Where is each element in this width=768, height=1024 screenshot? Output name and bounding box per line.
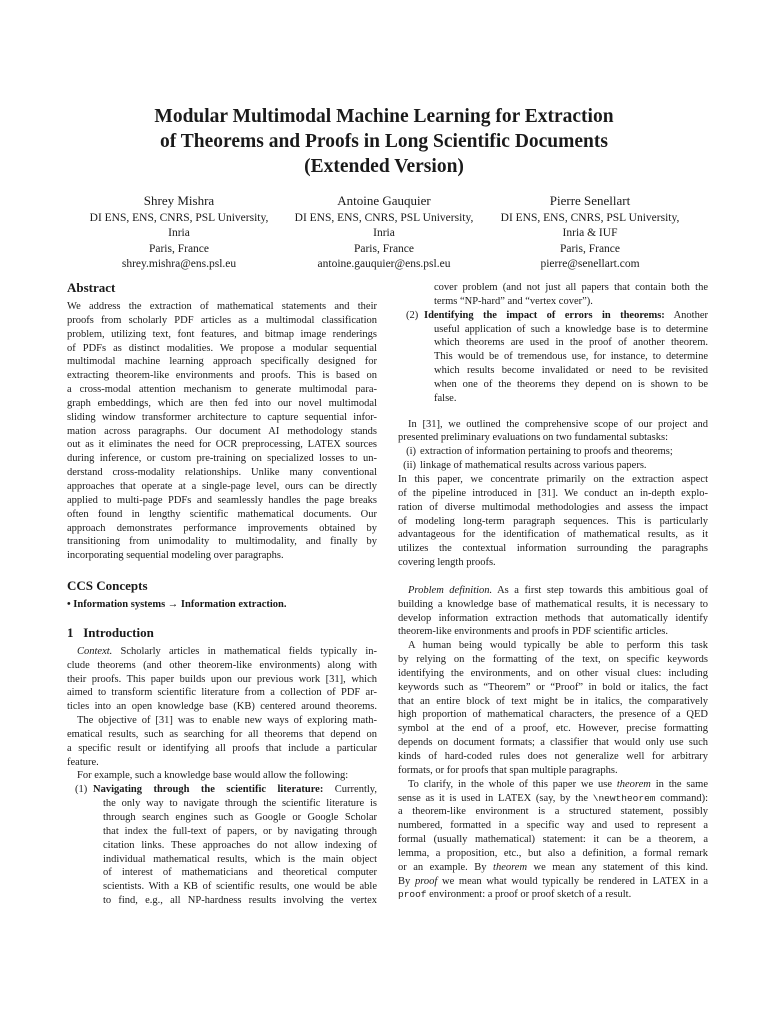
list-line: of interest of mathematicians and theoretical computer	[103, 867, 377, 879]
author-name: Antoine Gauquier	[337, 193, 431, 208]
body-paragraph	[398, 584, 708, 639]
list-line: false.	[434, 392, 457, 404]
body-line: advantageous for the identification of mathematical results, as it	[398, 529, 708, 541]
list-line: which results become invalidated or need to be revisited	[434, 365, 708, 377]
body-line: identifying the environments, and on other visual clues: including	[398, 667, 708, 679]
section-title: Introduction	[83, 624, 154, 640]
intro-paragraph	[67, 645, 377, 714]
context-label: Context.	[77, 645, 113, 657]
list-line: which theorems are used in the proof of another theorem.	[434, 337, 708, 349]
author-affiliation: Inria & IUF	[562, 227, 618, 240]
body-line: symbol at the end of a proof, etc. However, precise formatting	[398, 723, 708, 735]
abstract-line: applied to multi-page PDFs and seamlessly handles the page breaks	[67, 494, 377, 506]
abstract-line: multimodal machine learning approach specifically designed for	[67, 356, 377, 368]
body-line: presented preliminary evaluations on two fundamental subtasks:	[398, 432, 669, 444]
body-line: By proof we mean what would typically be rendered in LATEX in a	[398, 875, 708, 887]
author-block	[280, 192, 488, 272]
roman-label: (i)	[406, 446, 416, 458]
body-line: develop information extraction methods that automatically identify	[398, 612, 708, 624]
roman-item: (ii) linkage of mathematical results across various papers.	[398, 459, 708, 473]
abstract-line: extracting theorem-like environments and proofs. This is based on	[67, 370, 377, 382]
author-block	[486, 192, 694, 272]
intro-line: For example, such a knowledge base would allow the following:	[77, 770, 349, 782]
body-line: or an example. By theorem we mean any statement of this kind.	[398, 861, 709, 873]
list-line: scientists. With a KB of scientific results, one would be able	[103, 881, 377, 893]
roman-item: (i) extraction of information pertaining to proofs and theorems;	[398, 445, 708, 459]
abstract-line: transitioning from unimodality to multimodality, and finally by	[67, 536, 377, 548]
body-line: ration of diverse multimodal methodologies and assess the impact	[398, 501, 708, 513]
intro-line: The objective of [31] was to enable new ways of exploring math-	[77, 715, 377, 727]
body-line: To clarify, in the whole of this paper we use theorem in the same	[408, 778, 708, 790]
abstract-line: during inference, or custom pre-training on specialized losses to un-	[67, 453, 377, 465]
list-line: to find, e.g., all NP-hardness results involving the vertex	[103, 895, 377, 907]
body-line: of the pipeline introduced in [31]. We conduct an in-depth explo-	[398, 487, 708, 499]
ccs-heading: CCS Concepts	[67, 578, 148, 594]
body-line: proof environment: a proof or proof sketch of a result.	[398, 889, 632, 901]
body-line: of modeling long-term paragraph sequences. This is particularly	[398, 515, 708, 527]
author-name: Pierre Senellart	[549, 193, 631, 208]
body-line: building a knowledge base of mathematical results, it is necessary to	[398, 598, 708, 610]
list-line: This would be of tremendous use, for instance, to determine	[434, 351, 708, 363]
abstract-line: approaches that operate at a single-page level, ours can be directly	[67, 480, 377, 492]
intro-line: their proofs. This paper builds upon our previous work [31], which	[67, 673, 377, 685]
author-location: Paris, France	[559, 242, 621, 255]
author-affiliation: DI ENS, ENS, CNRS, PSL University,	[500, 212, 680, 224]
list-item	[67, 783, 377, 908]
body-paragraph	[398, 473, 708, 570]
body-line: A human being would typically be able to perform this task	[408, 640, 708, 652]
abstract-line: out as it eliminates the need for OCR preprocessing, LATEX sources	[67, 439, 377, 451]
author-affiliation: Inria	[168, 227, 190, 240]
section-number: 1	[67, 624, 74, 640]
abstract-line: derstand cross-modality relationships. Unlike many conventional	[67, 467, 377, 479]
body-paragraph	[398, 778, 708, 903]
list-line: the only way to navigate through the scientific literature is	[103, 798, 377, 810]
body-line: lemma, a proposition, etc., but also a definition, a formal remark	[398, 847, 708, 859]
body-line: by relying on the formatting of the text, on specific keywords	[398, 654, 708, 666]
abstract-line: graph embeddings, which are then fed into our novel multimodal	[67, 397, 377, 409]
list-line: through search engines such as Google or Google Scholar	[103, 812, 377, 823]
author-email[interactable]: antoine.gauquier@ens.psl.eu	[317, 257, 451, 270]
intro-line: ematical results, such as searching for all theorems that depend on	[67, 728, 377, 740]
list-line: (1) Navigating through the scientific literature: Currently,	[103, 783, 377, 797]
right-column	[398, 281, 708, 902]
list-item-continued	[398, 281, 708, 309]
left-column	[67, 279, 377, 908]
author-email[interactable]: pierre@senellart.com	[540, 257, 640, 270]
title-line: Modular Multimodal Machine Learning for Extraction	[154, 106, 614, 127]
body-line: depends on document formats; a classifier that would only use such	[398, 737, 708, 749]
abstract-line: often found in lengthy scientific mathematical documents. Our	[67, 508, 377, 520]
section-heading-introduction	[67, 624, 377, 641]
roman-list	[398, 445, 708, 473]
body-line: utilizes the contextual information surrounding the paragraphs	[398, 543, 708, 555]
body-line: keywords such as “Theorem” or “Proof” in bold or italics, the fact	[398, 681, 708, 693]
body-line: a theorem-like environment is a structured statement, possibly	[398, 806, 708, 818]
intro-line: aimed to transform scientific literature from a collection of PDF ar-	[67, 687, 377, 699]
intro-line: Context. Scholarly articles in mathematical fields typically in-	[77, 645, 377, 657]
body-line: In this paper, we concentrate primarily on the extraction aspect	[398, 473, 708, 485]
body-line: kinds of hard-coded rules does not generalize well for arbitrary	[398, 751, 708, 762]
body-line: high proportion of mathematical characters, the presence of a QED	[398, 709, 708, 721]
body-line: formal (usually mathematical) statement: it can be a theorem, a	[398, 834, 708, 846]
abstract-line: approach demonstrates performance improvements obtained by	[67, 522, 377, 534]
list-line: cover problem (and not just all papers that contain both the	[434, 282, 708, 293]
intro-line: ticles into an open knowledge base (KB) centered around theorems.	[67, 701, 377, 713]
abstract-line: mation across paragraphs. Our document AI methodology stands	[67, 425, 377, 437]
list-line: that index the full-text of papers, or by navigating through	[103, 825, 377, 837]
author-email[interactable]: shrey.mishra@ens.psl.eu	[121, 257, 237, 270]
list-label: (2)	[406, 309, 419, 321]
intro-line: feature.	[67, 756, 99, 768]
abstract-line: We address the extraction of mathematical statements and their	[67, 301, 377, 312]
body-line: In [31], we outlined the comprehensive scope of our project and	[408, 418, 708, 430]
body-line: formats, or for proofs that span multiple paragraphs.	[398, 764, 618, 776]
title-line: (Extended Version)	[304, 156, 464, 177]
list-line: useful application of such a knowledge base is to determine	[434, 323, 708, 335]
body-line: sense as it is used in LATEX (say, by the \newtheorem command):	[398, 792, 709, 804]
list-line: when one of the theorems they depend on is shown to be	[434, 378, 708, 390]
list-line: citation links. These approaches do not allow indexing of	[103, 839, 377, 851]
body-paragraph	[398, 639, 708, 777]
body-line: that an entire block of text might be in italics, the comparatively	[398, 695, 708, 707]
roman-label: (ii)	[403, 460, 416, 472]
body-paragraph	[398, 418, 708, 446]
author-name: Shrey Mishra	[143, 193, 215, 208]
abstract-line: problem, utilizing text, font features, and bitmap image renderings	[67, 328, 377, 340]
list-line: (2) Identifying the impact of errors in theorems: Another	[434, 309, 708, 323]
body-line: numbered, formatted in a specific way and used to represent a	[398, 820, 708, 832]
list-line: terms “NP-hard” and “vertex cover”).	[434, 295, 593, 307]
abstract-line: of PDFs as distinct modalities. We propose a modular sequential	[67, 342, 377, 354]
author-location: Paris, France	[353, 242, 415, 255]
body-line: covering length proofs.	[398, 557, 496, 569]
author-block	[75, 192, 283, 272]
list-line: individual mathematical results, which is the main object	[103, 853, 377, 865]
list-label: (1)	[75, 784, 88, 796]
intro-paragraph	[67, 714, 377, 769]
title-line: of Theorems and Proofs in Long Scientific Documents	[160, 131, 608, 152]
body-line: theorem-like environments and proofs in PDF scientific articles.	[398, 626, 669, 638]
author-affiliation: DI ENS, ENS, CNRS, PSL University,	[89, 212, 269, 224]
intro-line: clude theorems (and other theorem-like environments) along with	[67, 659, 377, 671]
abstract-body	[67, 300, 377, 563]
author-affiliation: Inria	[373, 227, 395, 240]
abstract-heading: Abstract	[67, 280, 116, 295]
author-affiliation: DI ENS, ENS, CNRS, PSL University,	[294, 212, 474, 224]
abstract-line: sliding window transformer architecture to capture sequential infor-	[67, 411, 377, 423]
abstract-line: a cross-modal attention mechanism to generate multimodal para-	[67, 384, 377, 396]
abstract-line: incorporating sequential modeling over paragraphs.	[67, 550, 284, 562]
problem-definition-label: Problem definition.	[408, 584, 493, 596]
list-item	[398, 309, 708, 406]
paper-title	[60, 104, 708, 179]
author-location: Paris, France	[148, 242, 210, 255]
intro-line: a specific result or identifying all proofs that include a particular	[67, 742, 377, 754]
abstract-line: proofs from scholarly PDF articles as a multimodal classification	[67, 314, 377, 326]
body-line: Problem definition. As a first step towards this ambitious goal of	[408, 584, 708, 596]
ccs-concepts: • Information systems → Information extraction.	[67, 599, 287, 611]
